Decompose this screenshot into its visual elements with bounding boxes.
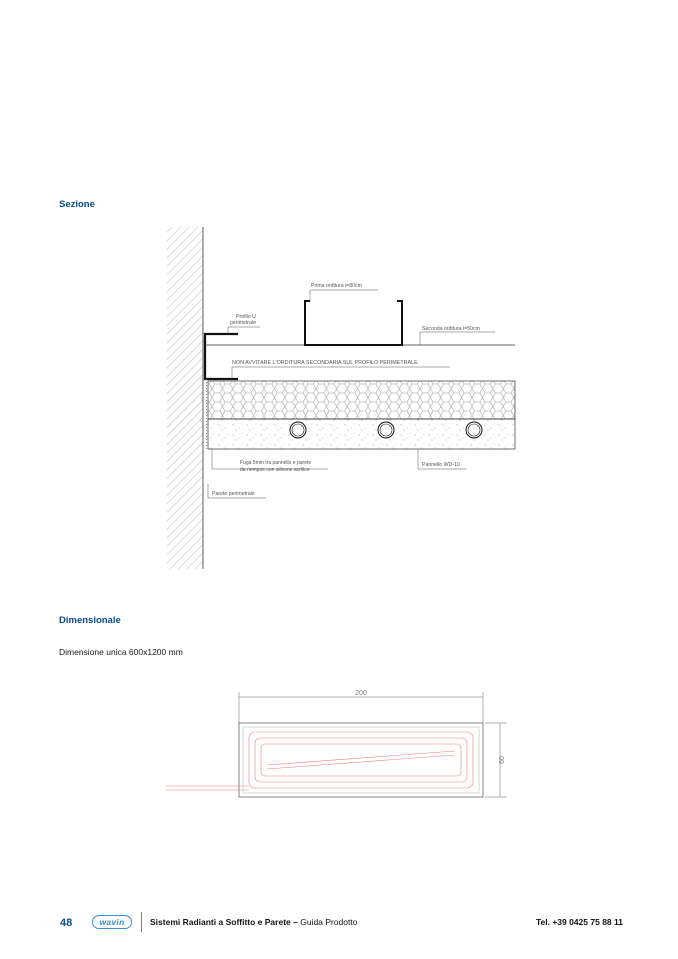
label-warning: NON AVVITARE L'ORDITURA SECONDARIA SUL PROFILO PERIMETRALE — [232, 360, 418, 366]
section-heading-dimensionale: Dimensionale — [59, 615, 121, 626]
primary-channel — [305, 301, 402, 345]
panel-outline — [239, 723, 483, 797]
pipe — [378, 422, 394, 438]
u-profile — [205, 334, 238, 379]
wavin-logo: wavin — [92, 915, 132, 929]
width-dimension: 200 — [355, 690, 367, 697]
label-seconda-orditura: Seconda orditura i=50cm — [422, 326, 480, 332]
wall-hatch — [167, 227, 203, 569]
label-profilo-u-2: perimetrale — [230, 320, 256, 326]
label-prima-orditura: Prima orditura i=80cm — [311, 283, 362, 289]
pipe — [290, 422, 306, 438]
label-fuga: Fuga 5mm tra pannello e parete — [240, 460, 312, 466]
section-drawing — [160, 222, 530, 574]
panel-hex-layer — [208, 381, 515, 419]
silicone-joint — [204, 379, 208, 449]
label-profilo-u: Profilo U — [236, 314, 256, 320]
footer-divider — [141, 912, 142, 932]
pipe-serpentine — [165, 732, 473, 790]
page-number: 48 — [60, 917, 73, 929]
pipe — [466, 422, 482, 438]
dimension-text: Dimensione unica 600x1200 mm — [59, 647, 183, 657]
label-fuga-2: da riempire con silicone acrilico — [240, 467, 310, 473]
footer-title-bold: Sistemi Radianti a Soffitto e Parete – — [150, 917, 298, 927]
height-dimension: 60 — [499, 756, 506, 764]
label-parete: Parete perimetrale — [212, 491, 255, 497]
footer-title-regular: Guida Prodotto — [297, 917, 358, 927]
section-heading-sezione: Sezione — [59, 199, 95, 210]
panel-drawing — [165, 685, 525, 805]
footer-title — [150, 917, 357, 927]
footer — [0, 912, 678, 936]
label-pannello: Pannello WD-10 — [422, 462, 460, 468]
footer-phone: Tel. +39 0425 75 88 11 — [535, 917, 623, 927]
